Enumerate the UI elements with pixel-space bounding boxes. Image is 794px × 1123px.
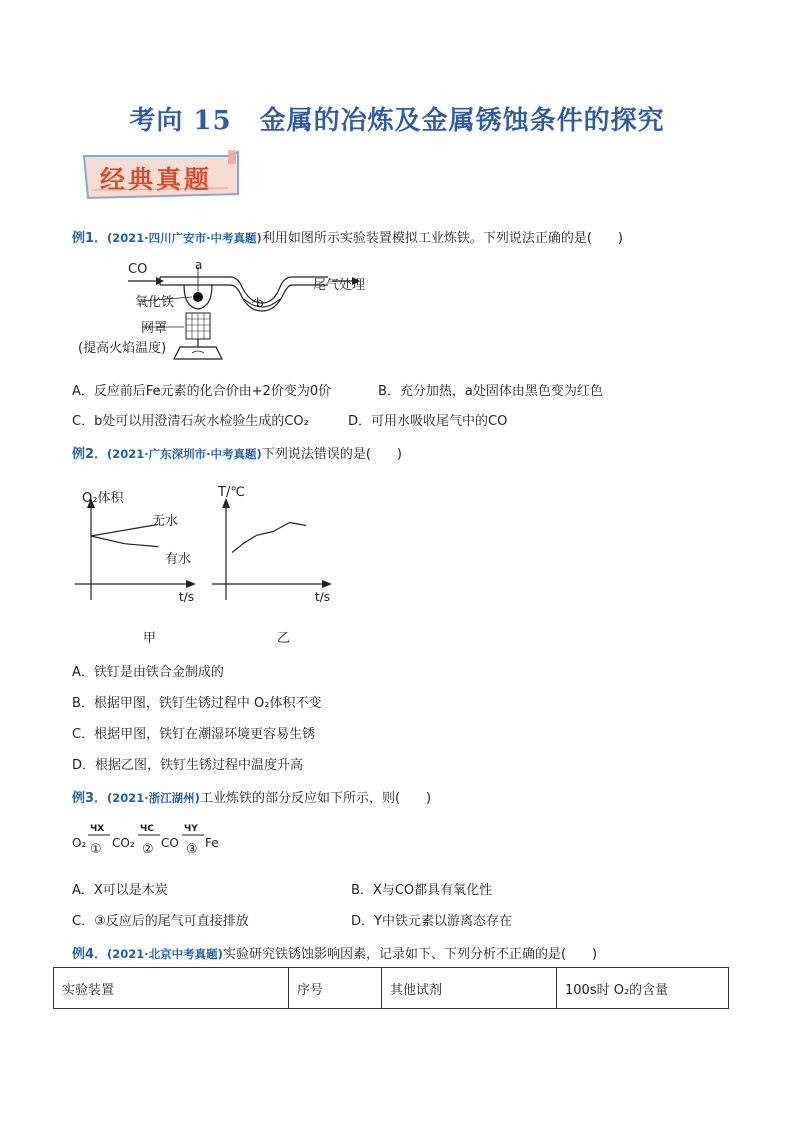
fig1-iron-oxide-label: 氧化铁 [135, 295, 175, 310]
chart-jia-title: 甲 [143, 631, 157, 646]
question-2 [72, 444, 402, 465]
chart-yi-ylabel: T/℃ [218, 485, 245, 500]
q2-stem: 下列说法错误的是( ) [261, 447, 402, 462]
table-header-cell: 序号 [289, 968, 382, 1009]
chart-yi-line-temperature [232, 523, 306, 553]
title-text: 金属的冶炼及金属锈蚀条件的探究 [259, 106, 665, 136]
chain-step-2: ② [142, 842, 154, 857]
chain-co: CO [161, 836, 179, 850]
chain-cond-2: ЧC [140, 824, 154, 834]
q2-label: 例2． [72, 447, 108, 462]
q1-stem: 利用如图所示实验装置模拟工业炼铁。下列说法正确的是( ) [261, 231, 623, 246]
chart-jia-line-wet [91, 536, 158, 547]
q3-source: (2021·浙江湖州) [107, 791, 200, 805]
chain-co2: CO₂ [112, 836, 135, 850]
chain-arrow-3 [182, 833, 206, 837]
q3-label: 例3． [72, 791, 108, 806]
q2-option-d: D．根据乙图，铁钉生锈过程中温度升高 [72, 758, 304, 773]
chain-arrow-1 [88, 833, 112, 837]
q1-label: 例1． [72, 231, 108, 246]
q2-option-c: C．根据甲图，铁钉在潮湿环境更容易生锈 [72, 727, 316, 742]
q1-option-a: A．反应前后Fe元素的化合价由+2价变为0价 [72, 384, 332, 399]
q2-source: (2021·广东深圳市·中考真题) [107, 447, 262, 461]
fig1-b-label: b [256, 296, 264, 310]
question-3 [72, 788, 431, 809]
q1-source: (2021·四川广安市·中考真题) [107, 231, 262, 245]
q1-option-c: C．b处可以用澄清石灰水检验生成的CO₂ [72, 414, 309, 429]
table-header-cell: 实验装置 [54, 968, 289, 1009]
table-header-cell: 100s时 O₂的含量 [557, 968, 729, 1009]
chart-yi-x-arrow [322, 580, 332, 588]
q4-table [53, 967, 729, 1009]
question-4 [72, 944, 597, 965]
table-header-cell: 其他试剂 [382, 968, 557, 1009]
chain-cond-1: ЧX [90, 824, 105, 834]
chain-o2: O₂ [72, 836, 87, 850]
banner-title: 经典真题 [100, 165, 213, 194]
fig1-co-label: CO [128, 262, 148, 277]
fig1-net-label: 网罩 [141, 321, 168, 336]
table-header-row [54, 968, 729, 1009]
chart-jia-ylabel: O₂体积 [82, 491, 124, 506]
chain-cond-3: ЧY [184, 824, 198, 834]
q3-option-b: B．X与CO都具有氧化性 [351, 883, 493, 898]
q2-option-b: B．根据甲图，铁钉生锈过程中 O₂体积不变 [72, 696, 322, 711]
chart-jia-series-label-wet: 有水 [165, 552, 192, 567]
q1-option-b: B．充分加热，a处固体由黑色变为红色 [378, 384, 603, 399]
q3-option-c: C．③反应后的尾气可直接排放 [72, 914, 249, 929]
chart-yi-title: 乙 [277, 631, 291, 646]
fig1-tail-gas-label: 尾气处理 [313, 278, 366, 293]
chain-step-1: ① [90, 842, 102, 857]
chart-jia-line-dry [91, 525, 158, 537]
fig1-raise-temp-label: (提高火焰温度) [78, 341, 167, 356]
q3-stem: 工业炼铁的部分反应如下所示，则( ) [199, 791, 432, 806]
q3-option-d: D．Y中铁元素以游离态存在 [351, 914, 512, 929]
question-1 [72, 228, 623, 249]
page-title [0, 100, 794, 137]
q3-option-a: A．X可以是木炭 [72, 883, 168, 898]
fig1-a-label: a [195, 258, 203, 272]
q4-source: (2021·北京中考真题) [107, 947, 223, 961]
chart-jia-series-label-dry: 无水 [152, 514, 179, 529]
chain-arrow-2 [138, 833, 162, 837]
q2-option-a: A．铁钉是由铁合金制成的 [72, 665, 224, 680]
q1-option-d: D．可用水吸收尾气中的CO [348, 414, 508, 429]
chart-jia-xlabel: t/s [179, 590, 194, 604]
chain-step-3: ③ [186, 842, 198, 857]
q4-stem: 实验研究铁锈蚀影响因素，记录如下、下列分析不正确的是( ) [222, 947, 598, 962]
chart-jia-x-arrow [186, 580, 196, 588]
chart-yi-xlabel: t/s [315, 590, 330, 604]
q4-label: 例4． [72, 947, 108, 962]
chain-fe: Fe [205, 836, 219, 850]
title-number: 考向 15 [129, 106, 232, 136]
